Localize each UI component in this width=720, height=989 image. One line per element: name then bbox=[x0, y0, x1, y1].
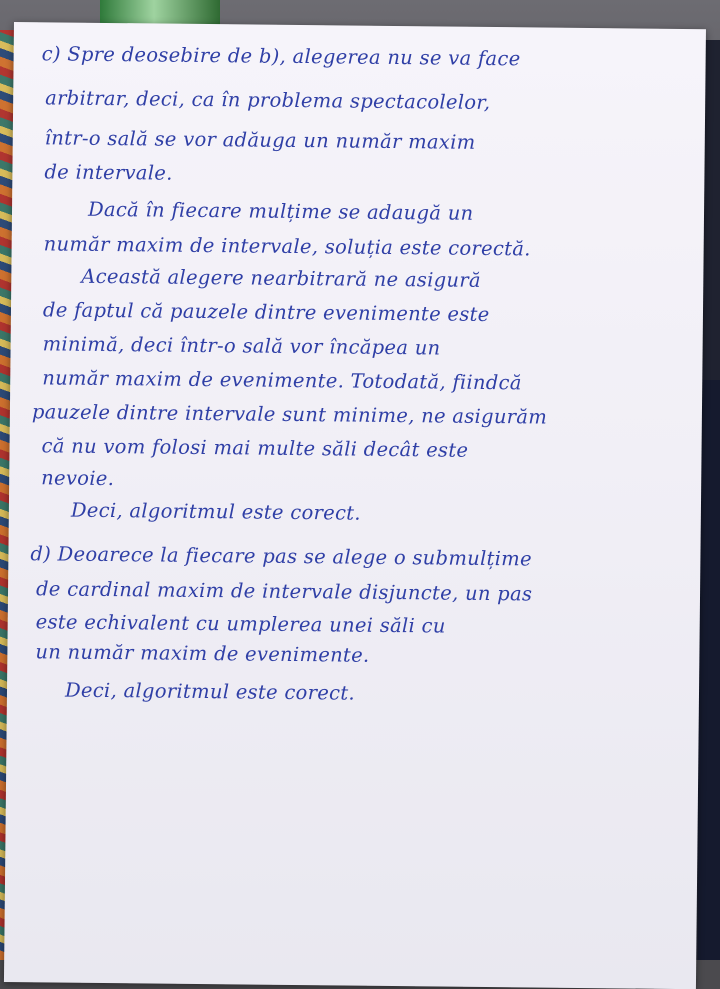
note-line: arbitrar, deci, ca în problema spectacolelor, bbox=[45, 86, 491, 114]
note-line: este echivalent cu umplerea unei săli cu bbox=[35, 610, 446, 638]
note-line: nevoie. bbox=[41, 466, 115, 491]
note-line: minimă, deci într-o sală vor încăpea un bbox=[42, 332, 441, 360]
note-line: de faptul că pauzele dintre evenimente este bbox=[42, 298, 490, 326]
note-line: d) Deoarece la fiecare pas se alege o submulțime bbox=[30, 542, 533, 571]
note-line: într-o sală se vor adăuga un număr maxim bbox=[44, 126, 476, 154]
paper-sheet bbox=[4, 22, 706, 989]
note-line: Dacă în fiecare mulțime se adaugă un bbox=[87, 197, 474, 225]
note-line: Deci, algoritmul este corect. bbox=[64, 678, 356, 705]
note-line: de intervale. bbox=[44, 160, 173, 185]
note-line: de cardinal maxim de intervale disjuncte, un pas bbox=[35, 577, 533, 606]
note-line: c) Spre deosebire de b), alegerea nu se va face bbox=[41, 42, 521, 71]
note-line: număr maxim de intervale, soluția este corectă. bbox=[43, 232, 531, 261]
note-line: număr maxim de evenimente. Totodată, fiindcă bbox=[42, 366, 522, 395]
note-line: Deci, algoritmul este corect. bbox=[70, 498, 361, 525]
note-line: că nu vom folosi mai multe săli decât este bbox=[41, 434, 469, 462]
note-line: pauzele dintre intervale sunt minime, ne asigurăm bbox=[31, 400, 548, 429]
note-line: Această alegere nearbitrară ne asigură bbox=[81, 264, 482, 292]
note-line: un număr maxim de evenimente. bbox=[35, 640, 370, 667]
